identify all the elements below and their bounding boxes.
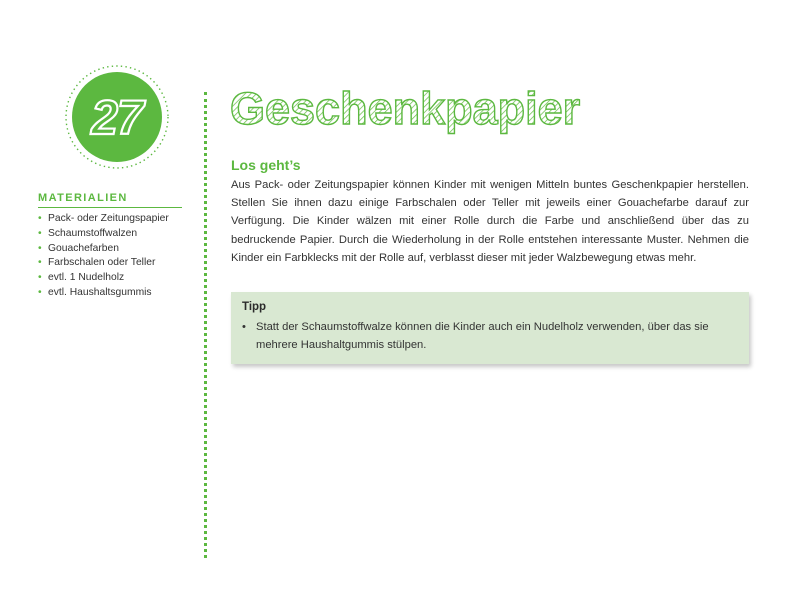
bullet-icon: • <box>242 321 246 333</box>
materials-list-item <box>38 256 169 271</box>
materials-list-item <box>38 242 169 257</box>
materials-heading: MATERIALIEN <box>38 192 182 208</box>
bullet-icon: • <box>38 213 42 224</box>
bullet-icon: • <box>38 286 42 298</box>
materials-list-item <box>38 212 169 227</box>
bullet-icon: • <box>38 227 42 239</box>
materials-list-item <box>38 227 169 242</box>
chapter-number-badge <box>64 64 170 170</box>
section-subtitle: Los geht’s <box>231 157 301 173</box>
materials-list <box>38 212 169 301</box>
chapter-number: 27 <box>91 92 143 145</box>
materials-item-label: Farbschalen oder Teller <box>48 257 156 269</box>
materials-item-label: Pack- oder Zeitungspapier <box>48 213 169 224</box>
bullet-icon: • <box>38 242 42 254</box>
instructions-paragraph: Aus Pack- oder Zeitungspapier können Kinder mit wenigen Mitteln buntes Geschenkpapier herstellen. Stellen Sie ihnen dazu einige Farbschalen oder Teller mit jeweils einer Gouachefarbe darauf zur Verfügung. Die Kinder wälzen mit einer Rolle durch die Farbe und anschließend über das zu bedruckende Papier. Durch die Wiederholung in der Rolle entstehen interessante Muster. Nehmen die Kinder ein Farbklecks mit der Rolle auf, verblasst dieser mit jeder Walzbewegung etwas mehr. <box>231 179 749 264</box>
page-title-text: Geschenkpapier <box>230 83 581 134</box>
materials-item-label: Schaumstoffwalzen <box>48 227 138 239</box>
bullet-icon: • <box>38 272 42 284</box>
materials-item-label: evtl. 1 Nudelholz <box>48 272 125 284</box>
bullet-icon: • <box>38 257 42 269</box>
materials-item-label: evtl. Haushaltsgummis <box>48 286 152 298</box>
tip-text: Statt der Schaumstoffwalze können die Kinder auch ein Nudelholz verwenden, über das sie mehrere Haushaltgummis stülpen. <box>256 321 709 351</box>
tip-heading: Tipp <box>242 301 267 313</box>
materials-list-item <box>38 286 169 301</box>
page-title <box>230 80 750 140</box>
vertical-divider <box>204 92 207 558</box>
materials-item-label: Gouachefarben <box>48 242 119 254</box>
materials-list-item <box>38 271 169 286</box>
tip-box <box>231 292 749 364</box>
tip-list-item <box>242 318 742 354</box>
